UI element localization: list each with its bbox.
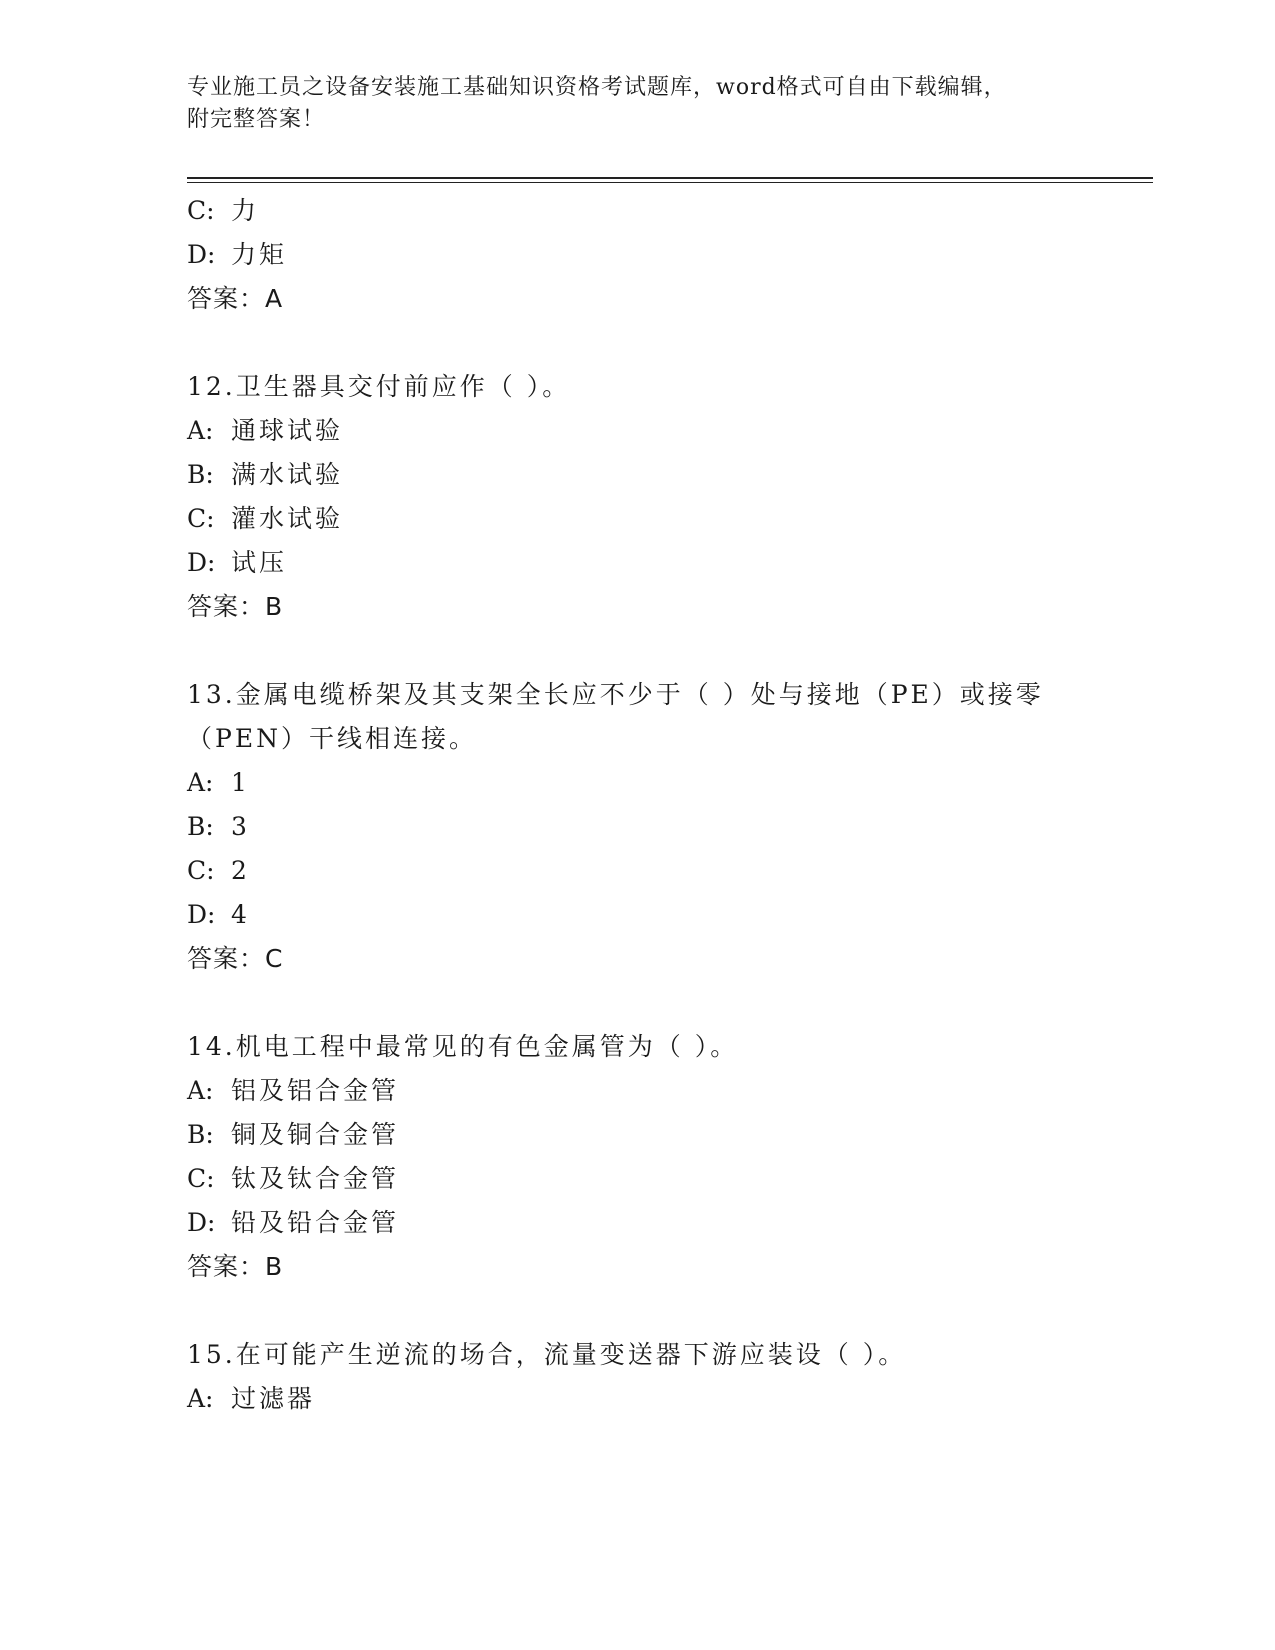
option-a-row	[187, 416, 343, 446]
option-b-row	[187, 1120, 399, 1150]
header-divider-thin	[187, 182, 1153, 183]
option-text: 铜及铜合金管	[231, 1120, 400, 1149]
option-key: C:	[187, 1164, 215, 1193]
answer-line: 答案：B	[187, 592, 284, 621]
option-text: 试压	[231, 548, 288, 577]
option-c-row	[187, 856, 250, 886]
option-key: D:	[187, 1208, 216, 1237]
header-line-2: 附完整答案！	[187, 107, 326, 132]
option-key: C:	[187, 504, 215, 533]
option-key: B:	[187, 812, 214, 841]
option-key: C:	[187, 856, 215, 885]
option-d-row	[187, 1208, 399, 1238]
option-key: A:	[187, 416, 214, 445]
option-key: B:	[187, 460, 214, 489]
option-a-row	[187, 1076, 399, 1106]
answer-line: 答案：C	[187, 944, 284, 973]
option-text: 满水试验	[231, 460, 344, 489]
option-key: A:	[187, 1384, 214, 1413]
option-a-row	[187, 768, 250, 798]
option-text: 力	[231, 196, 260, 225]
option-text: 4	[231, 900, 250, 929]
option-d-row	[187, 900, 250, 930]
option-key: D:	[187, 900, 216, 929]
option-key: D:	[187, 240, 216, 269]
option-d-row	[187, 548, 287, 578]
option-text: 灌水试验	[231, 504, 344, 533]
question-12-stem: 12.卫生器具交付前应作（ ）。	[187, 372, 571, 401]
option-b-row	[187, 812, 250, 842]
option-text: 力矩	[231, 240, 288, 269]
option-a-row	[187, 1384, 315, 1414]
option-b-row	[187, 460, 343, 490]
option-text: 过滤器	[231, 1384, 316, 1413]
question-13-stem-line-1: 13.金属电缆桥架及其支架全长应不少于（ ）处与接地（PE）或接零	[187, 680, 1044, 709]
option-text: 通球试验	[231, 416, 344, 445]
option-text: 铝及铝合金管	[231, 1076, 400, 1105]
option-text: 3	[231, 812, 250, 841]
option-key: C:	[187, 196, 215, 225]
option-text: 铅及铅合金管	[231, 1208, 400, 1237]
answer-line: 答案：A	[187, 284, 284, 313]
option-c-row	[187, 1164, 399, 1194]
question-13-stem-line-2: （PEN）干线相连接。	[187, 724, 477, 753]
option-text: 1	[231, 768, 250, 797]
question-15-stem: 15.在可能产生逆流的场合，流量变送器下游应装设（ ）。	[187, 1340, 907, 1369]
option-text: 钛及钛合金管	[231, 1164, 400, 1193]
header-line-1: 专业施工员之设备安装施工基础知识资格考试题库，word格式可自由下载编辑，	[187, 75, 1007, 100]
option-key: D:	[187, 548, 216, 577]
question-14-stem: 14.机电工程中最常见的有色金属管为（ ）。	[187, 1032, 739, 1061]
document-header	[187, 72, 1087, 136]
option-key: B:	[187, 1120, 214, 1149]
option-key: A:	[187, 1076, 214, 1105]
option-text: 2	[231, 856, 250, 885]
answer-line: 答案：B	[187, 1252, 284, 1281]
option-d-row	[187, 240, 287, 270]
header-divider-thick	[187, 177, 1153, 179]
option-key: A:	[187, 768, 214, 797]
option-c-row	[187, 196, 259, 226]
option-c-row	[187, 504, 343, 534]
